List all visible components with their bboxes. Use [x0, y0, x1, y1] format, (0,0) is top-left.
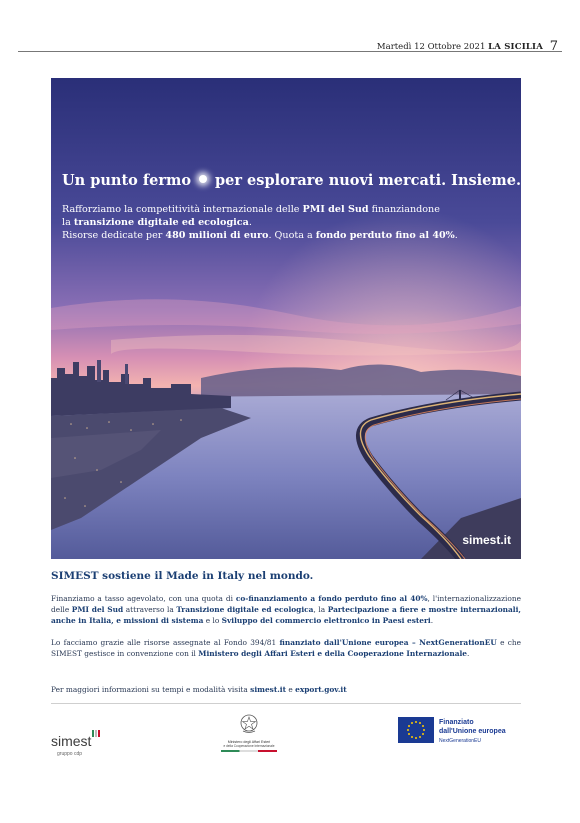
hero-text: [62, 172, 521, 242]
headline-right: per esplorare nuovi mercati. Insieme.: [215, 172, 521, 189]
hero-line-1-bold: PMI del Sud: [302, 204, 369, 215]
newspaper-name: LA SICILIA: [488, 42, 544, 52]
paragraph-2: [51, 637, 521, 659]
hero-image: [51, 78, 521, 559]
hero-website-link[interactable]: simest.it: [462, 533, 511, 547]
page-number: 7: [549, 39, 558, 54]
p1-text: , la: [313, 605, 328, 614]
hero-line-2-text-c: .: [248, 217, 252, 228]
hero-line-2: [62, 216, 511, 229]
hero-headline: [62, 172, 521, 189]
p2-text: Lo facciamo grazie alle risorse assegnate al Fondo 394/81: [51, 638, 280, 647]
simest-wordmark: simest: [51, 733, 92, 749]
p1-text: .: [430, 616, 434, 625]
hero-line-2-text-a: la: [62, 217, 74, 228]
p3-text: Per maggiori informazioni su tempi e modalità visita: [51, 685, 251, 694]
p3-text: e: [286, 685, 296, 694]
eu-stars-flag-icon: [398, 717, 434, 743]
hero-line-3-text-e: .: [454, 230, 458, 241]
p1-text: , l'internazionalizzazione delle: [51, 594, 521, 614]
eu-funding-title: [439, 718, 506, 736]
p2-bold: Ministero degli Affari Esteri e della Cooperazione Internazionale: [198, 649, 468, 658]
simest-link[interactable]: simest.it: [250, 685, 287, 694]
paragraph-3: [51, 684, 521, 695]
p1-text: attraverso la: [123, 605, 177, 614]
hero-line-3: [62, 229, 511, 242]
p2-bold: finanziato dall'Unione europea – NextGenerationEU: [279, 638, 497, 647]
p1-text: e lo: [203, 616, 222, 625]
italian-tricolor-bar: [221, 750, 277, 752]
simest-group-label: gruppo cdp: [57, 751, 83, 757]
hero-line-1: [62, 203, 511, 216]
sparkle-star-icon: [199, 175, 207, 183]
header-info: [377, 38, 558, 53]
paragraph-1: [51, 593, 521, 626]
hero-line-1-text-c: finanziandone: [368, 204, 440, 215]
italian-flag-icon: [92, 722, 101, 741]
p1-text: Finanziamo a tasso agevolato, con una quota di: [51, 594, 236, 603]
p2-text: e che SIMEST gestisce in convenzione con il: [51, 638, 521, 658]
issue-date: Martedì 12 Ottobre 2021: [376, 42, 486, 52]
ministry-subtitle: e della Cooperazione Internazionale: [223, 744, 275, 749]
italian-republic-emblem-icon: [239, 713, 259, 735]
hero-line-3-text-c: . Quota a: [268, 230, 316, 241]
p1-bold: Transizione digitale ed ecologica: [176, 605, 314, 614]
hero-line-3-bold-b: 480 milioni di euro: [165, 230, 269, 241]
hero-line-1-text-a: Rafforziamo la competitività internazionale delle: [62, 204, 303, 215]
ministry-logo: [214, 713, 284, 752]
p1-bold: Sviluppo del commercio elettronico in Paesi esteri: [221, 616, 431, 625]
sunset-coastal-city-illustration: [51, 78, 521, 559]
hero-line-3-text-a: Risorse dedicate per: [62, 230, 166, 241]
simest-logo: [51, 722, 101, 757]
page-header: [18, 38, 562, 52]
eu-title-line-1: Finanziato: [439, 719, 474, 726]
ministry-name: Ministero degli Affari Esteri: [227, 740, 271, 744]
p1-bold: PMI del Sud: [71, 605, 124, 614]
footer-divider: [51, 703, 521, 704]
eu-title-line-2: dall'Unione europea: [439, 728, 506, 735]
p1-bold: Partecipazione a fiere e mostre internazionali, anche in Italia, e missioni di sistema: [51, 605, 521, 625]
hero-line-2-bold: transizione digitale ed ecologica: [73, 217, 249, 228]
p1-bold: co-finanziamento a fondo perduto fino al 40%: [235, 594, 428, 603]
hero-line-3-bold-d: fondo perduto fino al 40%: [315, 230, 455, 241]
nextgeneration-label: NextGenerationEU: [439, 738, 481, 744]
export-gov-link[interactable]: export.gov.it: [295, 685, 347, 694]
p2-text: .: [467, 649, 470, 658]
body-title: SIMEST sostiene il Made in Italy nel mondo.: [51, 570, 314, 582]
headline-left: Un punto fermo: [62, 172, 191, 189]
